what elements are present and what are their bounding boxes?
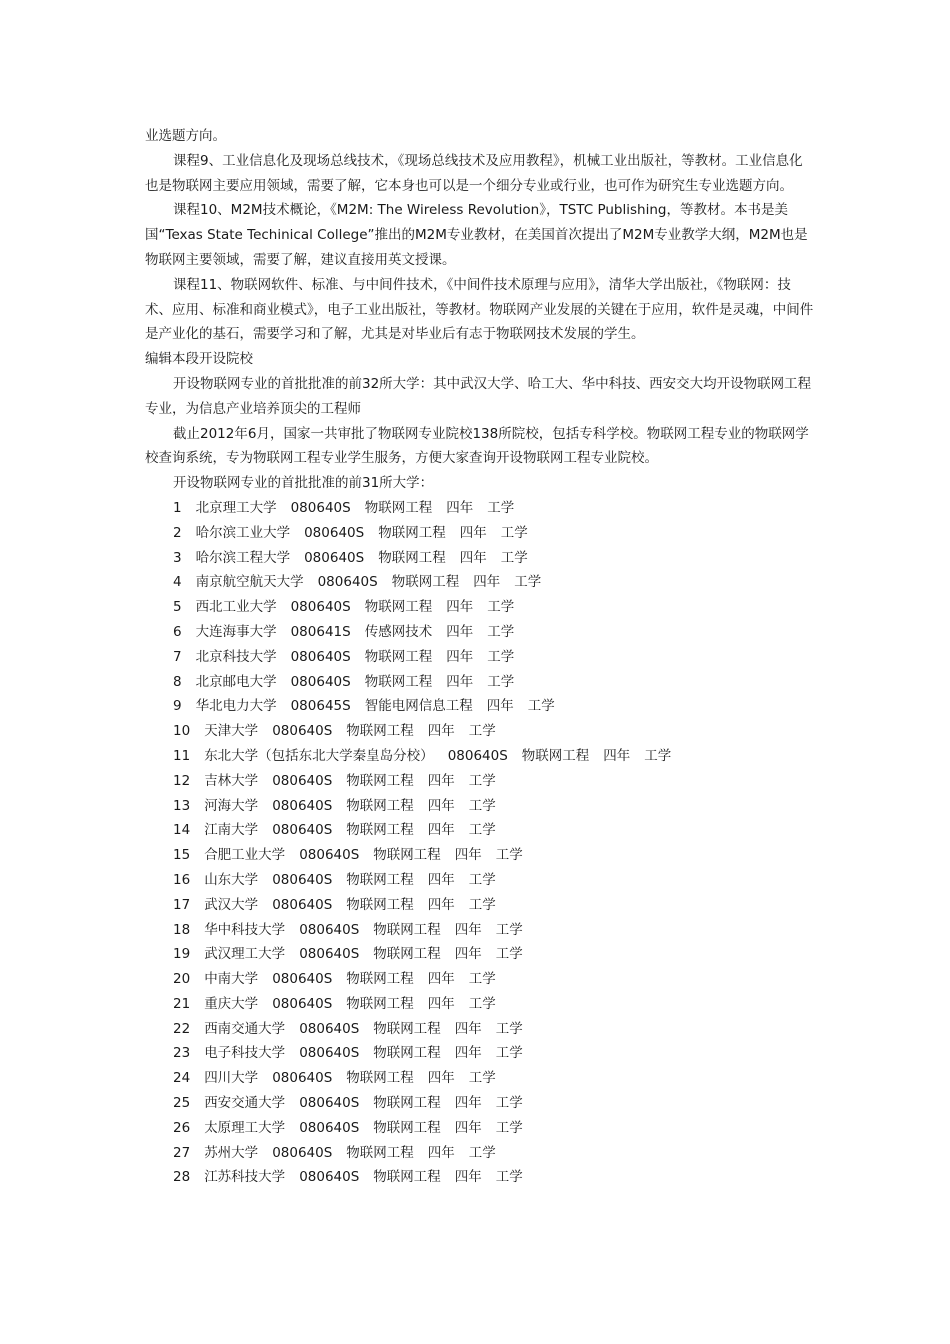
duration: 四年 <box>454 1169 482 1186</box>
major-name: 传感网技术 <box>364 623 433 640</box>
degree: 工学 <box>495 1045 523 1062</box>
major-name: 物联网工程 <box>364 599 433 616</box>
major-code: 080640S <box>299 847 360 864</box>
duration: 四年 <box>427 822 455 839</box>
major-code: 080640S <box>299 1045 360 1062</box>
school-name: 中南大学 <box>204 971 259 988</box>
school-row <box>145 794 815 819</box>
major-name: 物联网工程 <box>346 723 414 740</box>
school-row <box>145 769 815 794</box>
major-name: 物联网工程 <box>373 921 441 938</box>
school-row <box>145 595 815 620</box>
school-row <box>145 670 815 695</box>
document-page <box>145 124 815 1190</box>
school-row <box>145 620 815 645</box>
major-code: 080640S <box>272 772 333 789</box>
major-code: 080640S <box>304 549 365 566</box>
school-row <box>145 546 815 571</box>
duration: 四年 <box>603 747 631 764</box>
school-name: 河海大学 <box>204 797 259 814</box>
school-number: 10 <box>173 723 191 740</box>
duration: 四年 <box>473 574 501 591</box>
school-row <box>145 1141 815 1166</box>
school-row <box>145 496 815 521</box>
major-code: 080640S <box>290 499 351 516</box>
major-name: 物联网工程 <box>346 772 414 789</box>
duration: 四年 <box>454 1119 482 1136</box>
school-row <box>145 694 815 719</box>
major-code: 080640S <box>299 1169 360 1186</box>
major-code: 080640S <box>272 797 333 814</box>
major-name: 智能电网信息工程 <box>364 698 473 715</box>
duration: 四年 <box>446 648 474 665</box>
school-row <box>145 1165 815 1190</box>
school-row <box>145 645 815 670</box>
duration: 四年 <box>454 1045 482 1062</box>
major-name: 物联网工程 <box>346 896 414 913</box>
major-name: 物联网工程 <box>364 648 433 665</box>
degree: 工学 <box>468 971 496 988</box>
degree: 工学 <box>487 648 515 665</box>
major-name: 物联网工程 <box>373 1045 441 1062</box>
school-number: 23 <box>173 1045 191 1062</box>
school-row <box>145 942 815 967</box>
major-name: 物联网工程 <box>346 995 414 1012</box>
school-name: 武汉大学 <box>204 896 259 913</box>
major-code: 080640S <box>272 822 333 839</box>
degree: 工学 <box>495 1095 523 1112</box>
school-number: 8 <box>173 673 182 690</box>
school-number: 24 <box>173 1070 191 1087</box>
paragraph: 课程11、物联网软件、标准、与中间件技术，《中间件技术原理与应用》，清华大学出版社，《物联网：技术、应用、标准和商业模式》，电子工业出版社，等教材。物联网产业发展的关键在于应用，软件是灵魂，中间件是产业化的基石，需要学习和了解，尤其是对毕业后有志于物联网技术发展的学生。 <box>145 276 814 343</box>
school-row <box>145 1017 815 1042</box>
school-number: 16 <box>173 871 191 888</box>
paragraph: 课程9、工业信息化及现场总线技术，《现场总线技术及应用教程》，机械工业出版社，等教材。工业信息化也是物联网主要应用领域，需要了解，它本身也可以是一个细分专业或行业，也可作为研究生专业选题方向。 <box>145 152 803 194</box>
school-number: 3 <box>173 549 182 566</box>
degree: 工学 <box>468 1070 496 1087</box>
major-code: 080645S <box>290 698 351 715</box>
major-code: 080640S <box>272 871 333 888</box>
school-name: 华北电力大学 <box>195 698 277 715</box>
major-code: 080640S <box>272 971 333 988</box>
duration: 四年 <box>427 772 455 789</box>
school-number: 22 <box>173 1020 191 1037</box>
major-name: 物联网工程 <box>346 871 414 888</box>
major-name: 物联网工程 <box>378 524 446 541</box>
school-number: 18 <box>173 921 191 938</box>
school-number: 15 <box>173 847 191 864</box>
school-name: 山东大学 <box>204 871 259 888</box>
degree: 工学 <box>468 772 496 789</box>
school-row <box>145 570 815 595</box>
degree: 工学 <box>514 574 542 591</box>
major-name: 物联网工程 <box>373 847 441 864</box>
school-number: 4 <box>173 574 182 591</box>
school-name: 哈尔滨工程大学 <box>195 549 291 566</box>
duration: 四年 <box>427 971 455 988</box>
major-name: 物联网工程 <box>364 499 433 516</box>
degree: 工学 <box>527 698 555 715</box>
duration: 四年 <box>427 871 455 888</box>
major-code: 080640S <box>272 1070 333 1087</box>
duration: 四年 <box>427 1070 455 1087</box>
major-code: 080640S <box>299 1095 360 1112</box>
school-number: 1 <box>173 499 182 516</box>
degree: 工学 <box>468 871 496 888</box>
school-row <box>145 918 815 943</box>
duration: 四年 <box>459 549 487 566</box>
degree: 工学 <box>495 946 523 963</box>
school-row <box>145 1066 815 1091</box>
degree: 工学 <box>495 1169 523 1186</box>
school-row <box>145 868 815 893</box>
school-row <box>145 893 815 918</box>
school-name: 重庆大学 <box>204 995 259 1012</box>
school-number: 27 <box>173 1144 191 1161</box>
major-code: 080640S <box>290 648 351 665</box>
degree: 工学 <box>500 524 528 541</box>
major-code: 080640S <box>272 1144 333 1161</box>
duration: 四年 <box>427 995 455 1012</box>
school-name: 东北大学（包括东北大学秦皇岛分校） <box>204 747 434 764</box>
school-row <box>145 744 815 769</box>
duration: 四年 <box>454 946 482 963</box>
major-code: 080640S <box>304 524 365 541</box>
duration: 四年 <box>446 599 474 616</box>
school-number: 13 <box>173 797 191 814</box>
degree: 工学 <box>468 896 496 913</box>
school-row <box>145 843 815 868</box>
major-name: 物联网工程 <box>373 1095 441 1112</box>
major-name: 物联网工程 <box>521 747 590 764</box>
duration: 四年 <box>427 723 455 740</box>
school-number: 2 <box>173 524 182 541</box>
degree: 工学 <box>468 995 496 1012</box>
school-name: 大连海事大学 <box>195 623 277 640</box>
duration: 四年 <box>459 524 487 541</box>
school-name: 南京航空航天大学 <box>195 574 304 591</box>
school-name: 合肥工业大学 <box>204 847 286 864</box>
major-name: 物联网工程 <box>373 1119 441 1136</box>
major-name: 物联网工程 <box>346 797 414 814</box>
major-code: 080640S <box>299 921 360 938</box>
degree: 工学 <box>487 673 515 690</box>
major-name: 物联网工程 <box>373 946 441 963</box>
school-number: 9 <box>173 698 182 715</box>
major-code: 080640S <box>299 1020 360 1037</box>
school-number: 17 <box>173 896 191 913</box>
major-code: 080640S <box>317 574 378 591</box>
school-name: 苏州大学 <box>204 1144 259 1161</box>
degree: 工学 <box>487 499 515 516</box>
major-name: 物联网工程 <box>373 1020 441 1037</box>
degree: 工学 <box>644 747 672 764</box>
duration: 四年 <box>486 698 514 715</box>
school-row <box>145 967 815 992</box>
paragraph: 开设物联网专业的首批批准的前32所大学：其中武汉大学、哈工大、华中科技、西安交大均开设物联网工程专业，为信息产业培养顶尖的工程师 <box>145 375 812 417</box>
school-name: 哈尔滨工业大学 <box>195 524 291 541</box>
major-name: 物联网工程 <box>378 549 446 566</box>
major-code: 080640S <box>290 599 351 616</box>
degree: 工学 <box>495 921 523 938</box>
duration: 四年 <box>454 921 482 938</box>
school-list <box>145 496 815 1190</box>
duration: 四年 <box>454 847 482 864</box>
school-number: 14 <box>173 822 191 839</box>
school-number: 28 <box>173 1169 191 1186</box>
school-row <box>145 719 815 744</box>
paragraph: 业选题方向。 <box>145 128 226 144</box>
school-number: 6 <box>173 623 182 640</box>
school-row <box>145 521 815 546</box>
school-name: 太原理工大学 <box>204 1119 286 1136</box>
duration: 四年 <box>454 1020 482 1037</box>
major-name: 物联网工程 <box>346 971 414 988</box>
school-number: 19 <box>173 946 191 963</box>
school-name: 天津大学 <box>204 723 259 740</box>
major-code: 080640S <box>290 673 351 690</box>
degree: 工学 <box>487 623 515 640</box>
major-code: 080640S <box>299 946 360 963</box>
school-row <box>145 1091 815 1116</box>
paragraph: 开设物联网专业的首批批准的前31所大学： <box>173 475 434 492</box>
degree: 工学 <box>495 1020 523 1037</box>
school-number: 21 <box>173 995 191 1012</box>
school-row <box>145 1041 815 1066</box>
school-name: 北京科技大学 <box>195 648 277 665</box>
major-name: 物联网工程 <box>373 1169 441 1186</box>
major-name: 物联网工程 <box>391 574 460 591</box>
school-name: 西北工业大学 <box>195 599 277 616</box>
school-name: 武汉理工大学 <box>204 946 286 963</box>
school-number: 20 <box>173 971 191 988</box>
paragraph: 截止2012年6月，国家一共审批了物联网专业院校138所院校，包括专科学校。物联网工程专业的物联网学校查询系统，专为物联网工程专业学生服务，方便大家查询开设物联网工程专业院校。 <box>145 425 809 467</box>
school-number: 25 <box>173 1095 191 1112</box>
school-name: 西安交通大学 <box>204 1095 286 1112</box>
school-number: 7 <box>173 648 182 665</box>
degree: 工学 <box>468 822 496 839</box>
degree: 工学 <box>495 1119 523 1136</box>
school-row <box>145 992 815 1017</box>
degree: 工学 <box>468 1144 496 1161</box>
school-row <box>145 818 815 843</box>
duration: 四年 <box>446 499 474 516</box>
school-number: 12 <box>173 772 191 789</box>
school-number: 11 <box>173 747 191 764</box>
major-name: 物联网工程 <box>346 1070 414 1087</box>
degree: 工学 <box>468 797 496 814</box>
duration: 四年 <box>446 623 474 640</box>
major-code: 080640S <box>299 1119 360 1136</box>
major-code: 080640S <box>447 747 508 764</box>
duration: 四年 <box>427 1144 455 1161</box>
school-name: 华中科技大学 <box>204 921 286 938</box>
section-heading: 编辑本段开设院校 <box>145 351 253 368</box>
school-number: 5 <box>173 599 182 616</box>
school-number: 26 <box>173 1119 191 1136</box>
school-row <box>145 1116 815 1141</box>
school-name: 电子科技大学 <box>204 1045 286 1062</box>
duration: 四年 <box>427 797 455 814</box>
degree: 工学 <box>468 723 496 740</box>
school-name: 江苏科技大学 <box>204 1169 286 1186</box>
school-name: 北京邮电大学 <box>195 673 277 690</box>
duration: 四年 <box>446 673 474 690</box>
major-code: 080641S <box>290 623 351 640</box>
school-name: 吉林大学 <box>204 772 259 789</box>
major-name: 物联网工程 <box>364 673 433 690</box>
major-name: 物联网工程 <box>346 822 414 839</box>
school-name: 北京理工大学 <box>195 499 277 516</box>
major-name: 物联网工程 <box>346 1144 414 1161</box>
paragraph-list <box>145 124 815 496</box>
school-name: 江南大学 <box>204 822 259 839</box>
school-name: 四川大学 <box>204 1070 259 1087</box>
major-code: 080640S <box>272 995 333 1012</box>
school-name: 西南交通大学 <box>204 1020 286 1037</box>
degree: 工学 <box>500 549 528 566</box>
major-code: 080640S <box>272 723 333 740</box>
duration: 四年 <box>454 1095 482 1112</box>
major-code: 080640S <box>272 896 333 913</box>
degree: 工学 <box>487 599 515 616</box>
paragraph: 课程10、M2M技术概论，《M2M: The Wireless Revolution》，TSTC Publishing，等教材。本书是美国“Texas State Techinical College”推出的M2M专业教材，在美国首次提出了M2M专业教学大纲，M2M也是物联网主要领域，需要了解，建议直接用英文授课。 <box>145 202 808 268</box>
degree: 工学 <box>495 847 523 864</box>
duration: 四年 <box>427 896 455 913</box>
